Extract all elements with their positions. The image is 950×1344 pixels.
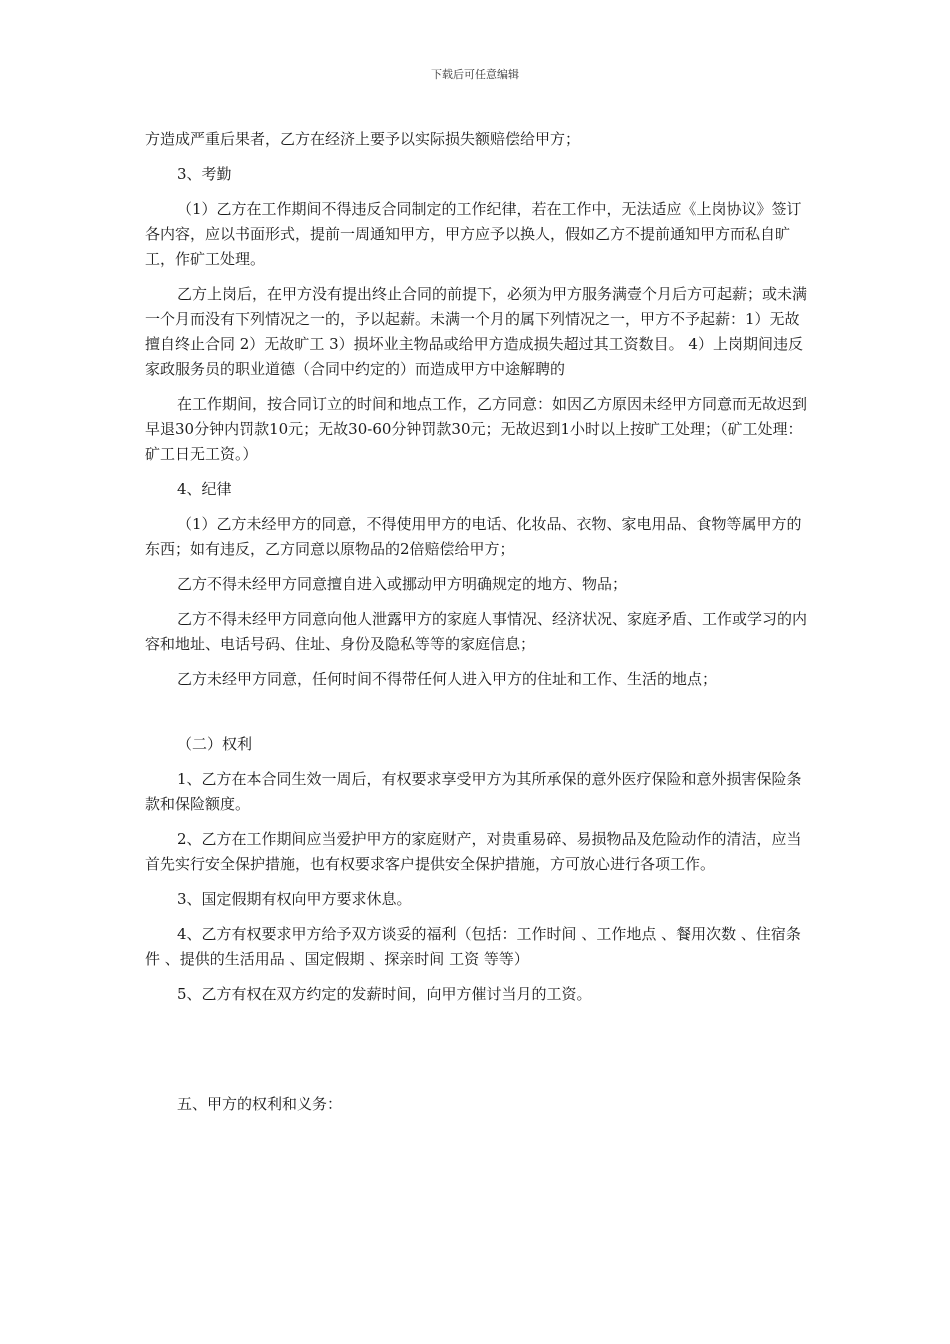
- section-heading-party-a: 五、甲方的权利和义务：: [177, 1095, 343, 1113]
- paragraph: 2、乙方在工作期间应当爱护甲方的家庭财产，对贵重易碎、易损物品及危险动作的清洁，应当首先实行安全保护措施，也有权要求客户提供安全保护措施，方可放心进行各项工作。: [145, 830, 802, 873]
- paragraph: 乙方不得未经甲方同意擅自进入或挪动甲方明确规定的地方、物品；: [177, 575, 628, 593]
- paragraph: 1、乙方在本合同生效一周后，有权要求享受甲方为其所承保的意外医疗保险和意外损害保险条款和保险额度。: [145, 770, 802, 813]
- section-heading-discipline: 4、纪律: [177, 480, 232, 498]
- paragraph: 4、乙方有权要求甲方给予双方谈妥的福利（包括：工作时间 、工作地点 、餐用次数 、住宿条件 、提供的生活用品 、国定假期 、探亲时间 工资 等等）: [145, 925, 801, 968]
- paragraph: 方造成严重后果者，乙方在经济上要予以实际损失额赔偿给甲方；: [145, 130, 581, 148]
- paragraph: （1）乙方未经甲方的同意，不得使用甲方的电话、化妆品、衣物、家电用品、食物等属甲方的东西；如有违反，乙方同意以原物品的2倍赔偿给甲方；: [145, 515, 802, 558]
- document-body: [145, 127, 813, 1127]
- section-heading-rights: （二）权利: [177, 735, 253, 753]
- paragraph: 5、乙方有权在双方约定的发薪时间，向甲方催讨当月的工资。: [177, 985, 592, 1003]
- blank-line: [145, 702, 813, 732]
- section-heading-attendance: 3、考勤: [177, 165, 232, 183]
- paragraph: 3、国定假期有权向甲方要求休息。: [177, 890, 412, 908]
- paragraph: 乙方未经甲方同意，任何时间不得带任何人进入甲方的住址和工作、生活的地点；: [177, 670, 718, 688]
- paragraph: （1）乙方在工作期间不得违反合同制定的工作纪律，若在工作中，无法适应《上岗协议》签订各内容，应以书面形式，提前一周通知甲方，甲方应予以换人，假如乙方不提前通知甲方而私自旷工，作矿工处理。: [145, 200, 802, 268]
- blank-line: [145, 1017, 813, 1092]
- paragraph: 乙方上岗后，在甲方没有提出终止合同的前提下，必须为甲方服务满壹个月后方可起薪；或未满一个月而没有下列情况之一的，予以起薪。未满一个月的属下列情况之一，甲方不予起薪：1）无故擅自终止合同 2）无故旷工 3）损坏业主物品或给甲方造成损失超过其工资数目。 4）上岗期间违反家政服务员的职业道德（合同中约定的）而造成甲方中途解聘的: [145, 285, 808, 378]
- paragraph: 在工作期间，按合同订立的时间和地点工作，乙方同意：如因乙方原因未经甲方同意而无故迟到早退30分钟内罚款10元；无故30-60分钟罚款30元；无故迟到1小时以上按旷工处理；（矿工处理：矿工日无工资。）: [145, 395, 808, 463]
- page-header: 下载后可任意编辑: [431, 68, 519, 81]
- paragraph: 乙方不得未经甲方同意向他人泄露甲方的家庭人事情况、经济状况、家庭矛盾、工作或学习的内容和地址、电话号码、住址、身份及隐私等等的家庭信息；: [145, 610, 808, 653]
